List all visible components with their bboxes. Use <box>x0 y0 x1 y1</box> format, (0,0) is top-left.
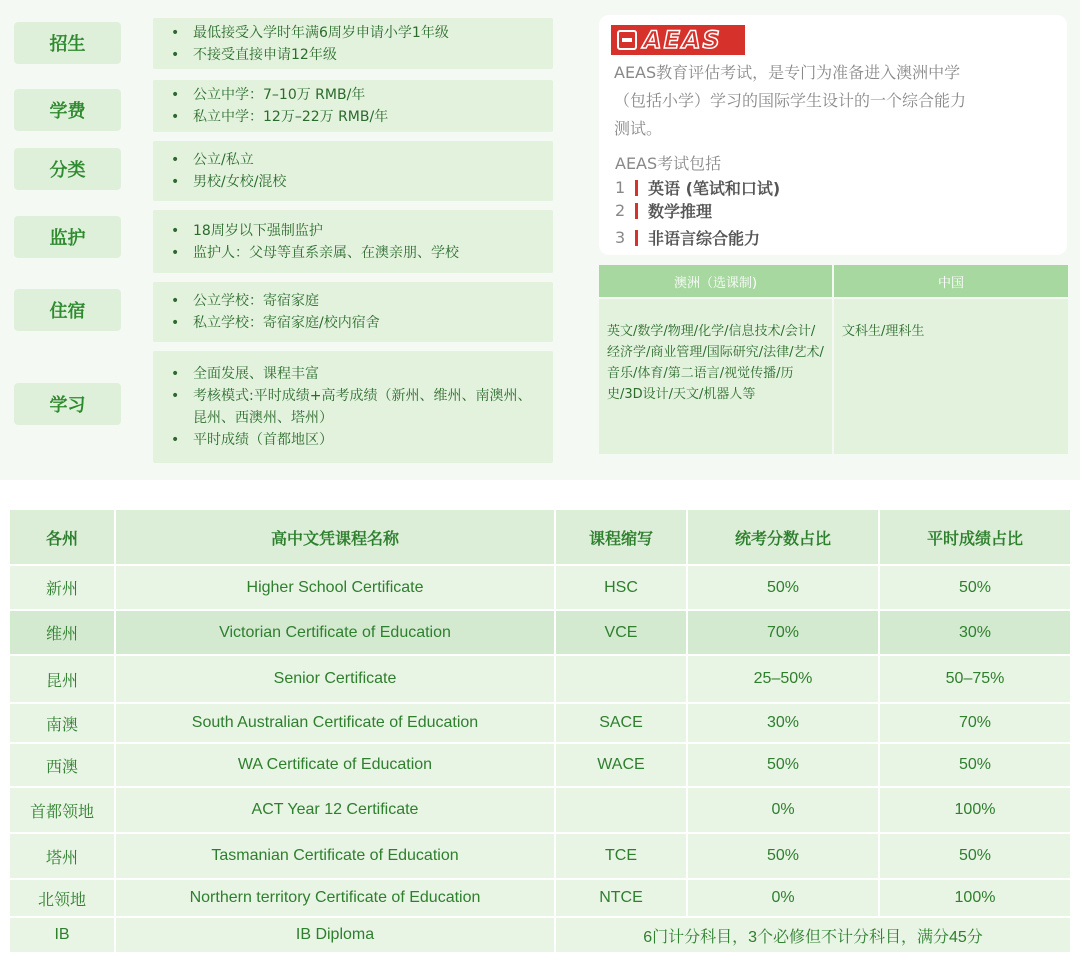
cell-abbr <box>555 787 687 833</box>
cell-name: Victorian Certificate of Education <box>115 610 555 655</box>
red-bar-icon <box>635 180 638 196</box>
row-label-text: 学费 <box>49 101 86 122</box>
aeas-item-number: 2 <box>615 201 626 220</box>
table-row <box>9 833 1071 879</box>
cell-state: IB <box>9 917 115 953</box>
header-exam-ratio: 统考分数占比 <box>687 509 879 565</box>
aeas-logo <box>611 25 745 55</box>
comparison-cell-china: 文科生/理科生 <box>834 299 1068 454</box>
cell-name: South Australian Certificate of Education <box>115 703 555 743</box>
certificate-table <box>8 508 1072 954</box>
cell-state: 南澳 <box>9 703 115 743</box>
aeas-logo-icon <box>617 30 637 50</box>
red-bar-icon <box>635 230 638 246</box>
row-box-guardianship <box>153 210 553 273</box>
aeas-item-number: 3 <box>615 228 626 247</box>
aeas-item <box>615 226 760 249</box>
cell-school: 50% <box>879 743 1071 787</box>
row-box-enrollment <box>153 18 553 69</box>
cell-state: 西澳 <box>9 743 115 787</box>
cell-name: IB Diploma <box>115 917 555 953</box>
list-item: • 公立中学：7–10万 RMB/年 <box>167 84 543 106</box>
cell-state: 首都领地 <box>9 787 115 833</box>
cell-school: 100% <box>879 787 1071 833</box>
cell-state: 维州 <box>9 610 115 655</box>
cell-abbr: NTCE <box>555 879 687 917</box>
table-row <box>9 787 1071 833</box>
cell-exam: 0% <box>687 787 879 833</box>
comparison-header-australia: 澳洲（选课制) <box>599 265 832 297</box>
table-row <box>9 655 1071 703</box>
cell-abbr: HSC <box>555 565 687 610</box>
table-row <box>9 703 1071 743</box>
list-item: • 考核模式:平时成绩+高考成绩（新州、维州、南澳州、昆州、西澳州、塔州） <box>167 385 543 429</box>
aeas-item-name: 英语 (笔试和口试) <box>648 179 781 198</box>
cell-school: 100% <box>879 879 1071 917</box>
cell-state: 新州 <box>9 565 115 610</box>
table-header-row <box>9 509 1071 565</box>
list-item: • 不接受直接申请12年级 <box>167 44 543 66</box>
list-item: • 公立学校：寄宿家庭 <box>167 290 543 312</box>
cell-name: Higher School Certificate <box>115 565 555 610</box>
cell-school: 30% <box>879 610 1071 655</box>
aeas-item-number: 1 <box>615 178 626 197</box>
cell-ib-note: 6门计分科目，3个必修但不计分科目，满分45分 <box>555 917 1071 953</box>
header-school-ratio: 平时成绩占比 <box>879 509 1071 565</box>
header-state: 各州 <box>9 509 115 565</box>
cell-school: 50% <box>879 565 1071 610</box>
table-row <box>9 743 1071 787</box>
cell-state: 北领地 <box>9 879 115 917</box>
cell-exam: 50% <box>687 833 879 879</box>
table-row <box>9 565 1071 610</box>
curriculum-comparison-table <box>599 265 1068 455</box>
cell-exam: 50% <box>687 743 879 787</box>
red-bar-icon <box>635 203 638 219</box>
row-box-tuition <box>153 80 553 132</box>
cell-state: 塔州 <box>9 833 115 879</box>
row-label-tuition <box>14 89 121 131</box>
row-label-text: 招生 <box>49 34 86 55</box>
list-item: • 私立中学：12万–22万 RMB/年 <box>167 106 543 128</box>
table-row <box>9 610 1071 655</box>
aeas-description: AEAS教育评估考试，是专门为准备进入澳洲中学（包括小学）学习的国际学生设计的一个综合能力测试。 <box>614 63 967 138</box>
comparison-header-china: 中国 <box>834 265 1068 297</box>
list-item: • 公立/私立 <box>167 149 543 171</box>
cell-exam: 50% <box>687 565 879 610</box>
aeas-item-name: 数学推理 <box>648 202 713 221</box>
list-item: • 平时成绩（首都地区） <box>167 429 543 451</box>
cell-school: 70% <box>879 703 1071 743</box>
row-box-category <box>153 141 553 201</box>
row-label-guardianship <box>14 216 121 258</box>
header-certificate-name: 高中文凭课程名称 <box>115 509 555 565</box>
aeas-item <box>615 199 712 222</box>
row-label-study <box>14 383 121 425</box>
cell-name: WA Certificate of Education <box>115 743 555 787</box>
aeas-item <box>615 176 780 199</box>
list-item: • 监护人：父母等直系亲属、在澳亲朋、学校 <box>167 242 543 264</box>
row-label-text: 分类 <box>49 160 86 181</box>
row-box-accommodation <box>153 282 553 342</box>
aeas-card <box>599 15 1067 255</box>
header-abbreviation: 课程缩写 <box>555 509 687 565</box>
cell-state: 昆州 <box>9 655 115 703</box>
cell-name: Senior Certificate <box>115 655 555 703</box>
row-label-category <box>14 148 121 190</box>
list-item: • 私立学校：寄宿家庭/校内宿舍 <box>167 312 543 334</box>
cell-name: Northern territory Certificate of Education <box>115 879 555 917</box>
list-item: • 最低接受入学时年满6周岁申请小学1年级 <box>167 22 543 44</box>
aeas-includes-title: AEAS考试包括 <box>615 154 722 173</box>
row-label-text: 住宿 <box>49 301 86 322</box>
cell-name: ACT Year 12 Certificate <box>115 787 555 833</box>
list-item: • 18周岁以下强制监护 <box>167 220 543 242</box>
row-label-enrollment <box>14 22 121 64</box>
cell-name: Tasmanian Certificate of Education <box>115 833 555 879</box>
cell-exam: 0% <box>687 879 879 917</box>
aeas-logo-text: AEAS <box>643 26 722 54</box>
comparison-cell-australia: 英文/数学/物理/化学/信息技术/会计/经济学/商业管理/国际研究/法律/艺术/音乐/体育/第二语言/视觉传播/历史/3D设计/天文/机器人等 <box>599 299 832 454</box>
list-item: • 男校/女校/混校 <box>167 171 543 193</box>
cell-exam: 25–50% <box>687 655 879 703</box>
cell-school: 50–75% <box>879 655 1071 703</box>
cell-abbr: WACE <box>555 743 687 787</box>
row-label-accommodation <box>14 289 121 331</box>
row-label-text: 监护 <box>49 228 86 249</box>
cell-school: 50% <box>879 833 1071 879</box>
cell-abbr <box>555 655 687 703</box>
cell-abbr: TCE <box>555 833 687 879</box>
row-label-text: 学习 <box>49 395 86 416</box>
cell-abbr: SACE <box>555 703 687 743</box>
table-row-ib <box>9 917 1071 953</box>
cell-exam: 30% <box>687 703 879 743</box>
cell-exam: 70% <box>687 610 879 655</box>
table-row <box>9 879 1071 917</box>
aeas-item-name: 非语言综合能力 <box>648 229 761 248</box>
list-item: • 全面发展、课程丰富 <box>167 363 543 385</box>
cell-abbr: VCE <box>555 610 687 655</box>
row-box-study <box>153 351 553 463</box>
